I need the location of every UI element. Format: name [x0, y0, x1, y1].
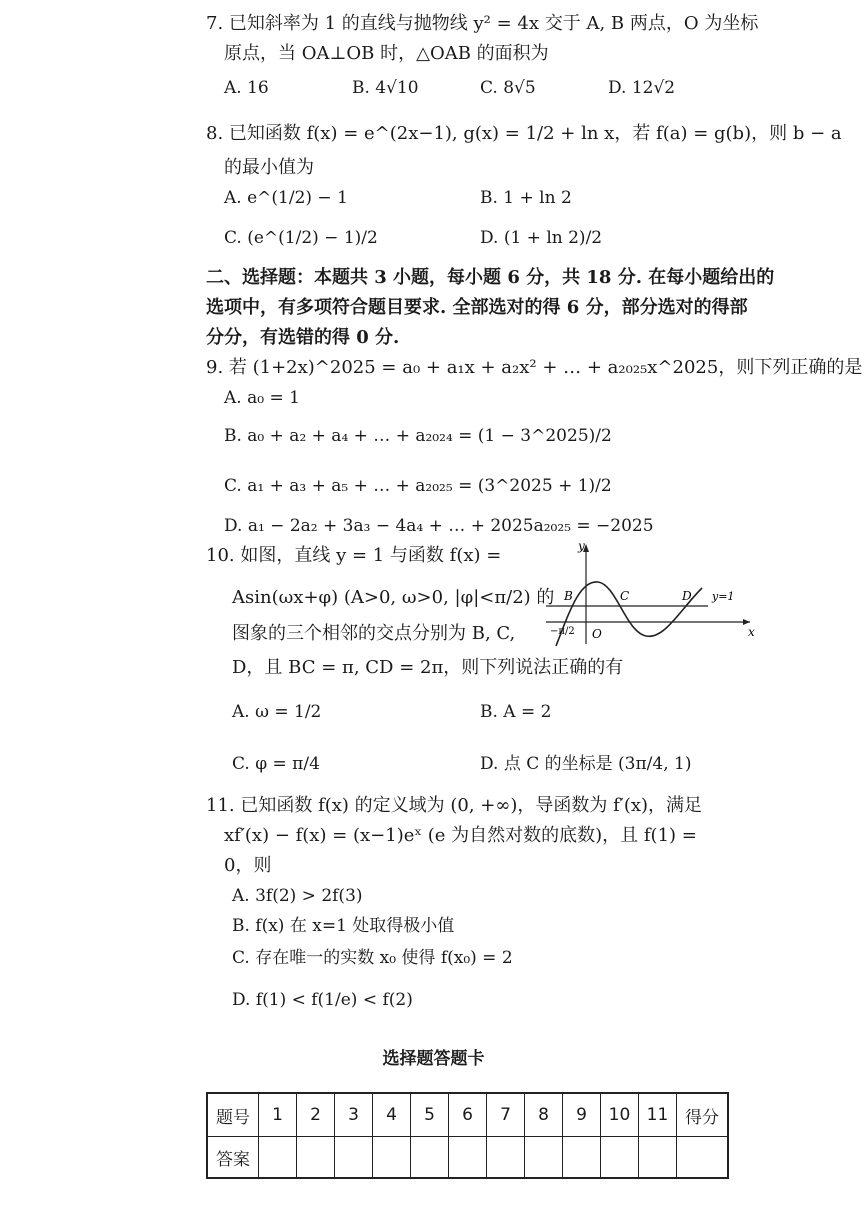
q10-line4: D，且 BC = π, CD = 2π，则下列说法正确的有 — [232, 657, 624, 678]
header-cell-score: 得分 — [677, 1093, 729, 1137]
answer-card-table — [206, 1092, 729, 1179]
q10-line1: 10. 如图，直线 y = 1 与函数 f(x) = — [206, 545, 502, 566]
q11-line1: 11. 已知函数 f(x) 的定义域为 (0, +∞)，导函数为 f′(x)，满足 — [206, 795, 703, 816]
q10-option-a: A. ω = 1/2 — [232, 702, 322, 722]
section2-line1: 二、选择题：本题共 3 小题，每小题 6 分，共 18 分. 在每小题给出的 — [206, 267, 775, 288]
answer-cell-6[interactable] — [449, 1137, 487, 1179]
q7-option-b: B. 4√10 — [352, 78, 419, 98]
q9-option-a: A. a₀ = 1 — [224, 388, 300, 408]
header-cell-4: 4 — [373, 1093, 411, 1137]
answer-card-title: 选择题答题卡 — [382, 1049, 485, 1069]
header-cell-2: 2 — [297, 1093, 335, 1137]
header-cell-10: 10 — [601, 1093, 639, 1137]
origin-label: O — [592, 627, 602, 641]
answer-cell-7[interactable] — [487, 1137, 525, 1179]
answer-cell-1[interactable] — [259, 1137, 297, 1179]
answer-card-answer-row — [207, 1137, 728, 1179]
q9-option-c: C. a₁ + a₃ + a₅ + … + a₂₀₂₅ = (3^2025 + 1)/2 — [224, 476, 612, 496]
header-cell-7: 7 — [487, 1093, 525, 1137]
q9-line1: 9. 若 (1+2x)^2025 = a₀ + a₁x + a₂x² + … + a₂₀₂₅x^2025，则下列正确的是 — [206, 357, 863, 378]
header-cell-1: 1 — [259, 1093, 297, 1137]
q9-option-d: D. a₁ − 2a₂ + 3a₃ − 4a₄ + … + 2025a₂₀₂₅ = −2025 — [224, 516, 654, 536]
answer-card-header-row — [207, 1093, 728, 1137]
q7-line2: 原点，当 OA⊥OB 时，△OAB 的面积为 — [224, 43, 549, 64]
x-axis-label: x — [748, 625, 755, 639]
header-cell-label: 题号 — [207, 1093, 259, 1137]
q7-option-a: A. 16 — [224, 78, 269, 98]
answer-cell-4[interactable] — [373, 1137, 411, 1179]
q8-option-a: A. e^(1/2) − 1 — [224, 188, 348, 208]
q11-option-b: B. f(x) 在 x=1 处取得极小值 — [232, 916, 455, 936]
answer-cell-10[interactable] — [601, 1137, 639, 1179]
neg-pi-over-2-label: −π/2 — [550, 626, 575, 637]
point-b-label: B — [564, 589, 573, 603]
q10-line2: Asin(ωx+φ) (A>0, ω>0, |φ|<π/2) 的 — [232, 587, 555, 608]
header-cell-3: 3 — [335, 1093, 373, 1137]
answer-cell-8[interactable] — [525, 1137, 563, 1179]
q10-line3: 图象的三个相邻的交点分别为 B, C, — [232, 623, 516, 644]
q10-option-c: C. φ = π/4 — [232, 754, 320, 774]
q8-line2: 的最小值为 — [224, 157, 314, 178]
header-cell-9: 9 — [563, 1093, 601, 1137]
answer-cell-2[interactable] — [297, 1137, 335, 1179]
sine-graph-figure — [540, 540, 780, 650]
q8-option-d: D. (1 + ln 2)/2 — [480, 228, 603, 248]
answer-cell-score[interactable] — [677, 1137, 729, 1179]
point-c-label: C — [620, 589, 630, 603]
q10-option-d: D. 点 C 的坐标是 (3π/4, 1) — [480, 754, 692, 774]
answer-cell-9[interactable] — [563, 1137, 601, 1179]
answer-cell-11[interactable] — [639, 1137, 677, 1179]
section2-line3: 分分，有选错的得 0 分. — [206, 327, 400, 348]
answer-cell-3[interactable] — [335, 1137, 373, 1179]
header-cell-11: 11 — [639, 1093, 677, 1137]
q8-option-b: B. 1 + ln 2 — [480, 188, 572, 208]
q8-line1: 8. 已知函数 f(x) = e^(2x−1), g(x) = 1/2 + ln x，若 f(a) = g(b)，则 b − a — [206, 123, 842, 144]
q8-option-c: C. (e^(1/2) − 1)/2 — [224, 228, 378, 248]
q11-option-c: C. 存在唯一的实数 x₀ 使得 f(x₀) = 2 — [232, 948, 513, 968]
q11-line2: xf′(x) − f(x) = (x−1)eˣ (e 为自然对数的底数)，且 f(1) = — [224, 825, 697, 846]
q7-option-c: C. 8√5 — [480, 78, 536, 98]
line-label: y=1 — [712, 590, 735, 603]
header-cell-5: 5 — [411, 1093, 449, 1137]
section2-line2: 选项中，有多项符合题目要求. 全部选对的得 6 分，部分选对的得部 — [206, 297, 748, 318]
header-cell-6: 6 — [449, 1093, 487, 1137]
q11-option-a: A. 3f(2) > 2f(3) — [232, 886, 363, 906]
y-axis-label: y — [578, 540, 585, 553]
q11-option-d: D. f(1) < f(1/e) < f(2) — [232, 990, 413, 1010]
header-cell-8: 8 — [525, 1093, 563, 1137]
q7-line1: 7. 已知斜率为 1 的直线与抛物线 y² = 4x 交于 A, B 两点，O 为坐标 — [206, 13, 759, 34]
q9-option-b: B. a₀ + a₂ + a₄ + … + a₂₀₂₄ = (1 − 3^2025)/2 — [224, 426, 612, 446]
point-d-label: D — [682, 589, 692, 603]
answer-row-label: 答案 — [207, 1137, 259, 1179]
q11-line3: 0，则 — [224, 855, 272, 876]
answer-cell-5[interactable] — [411, 1137, 449, 1179]
q10-option-b: B. A = 2 — [480, 702, 552, 722]
q7-option-d: D. 12√2 — [608, 78, 676, 98]
